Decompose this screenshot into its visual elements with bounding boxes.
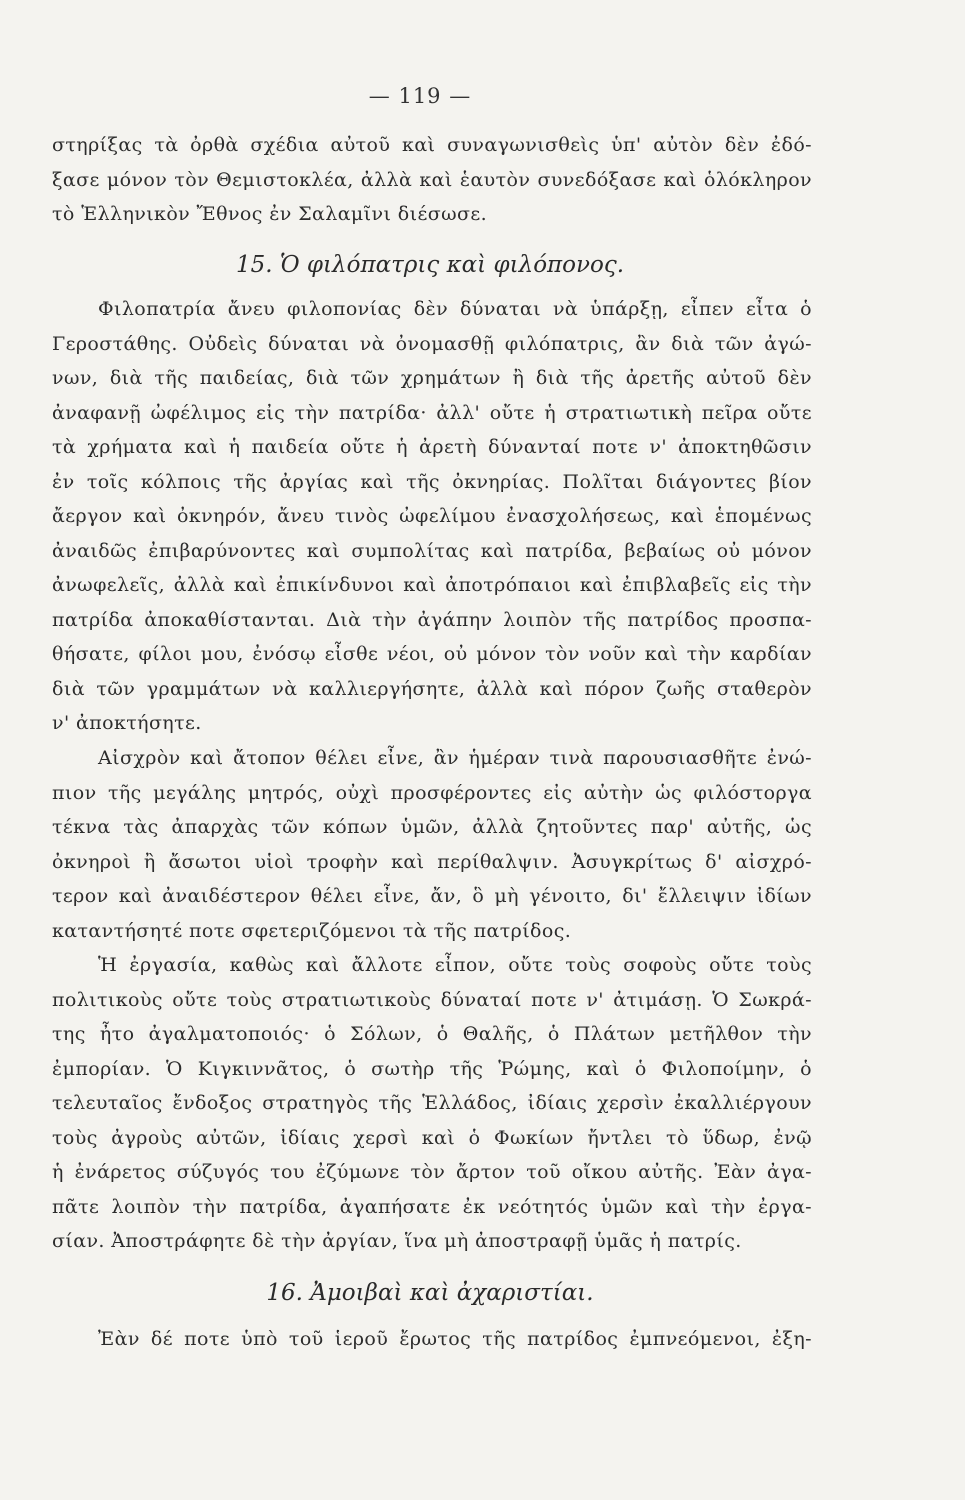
text-line: νων, διὰ τῆς παιδείας, διὰ τῶν χρημάτων ἢ διὰ τῆς ἀρετῆς αὐτοῦ δὲν: [52, 367, 812, 389]
text-line: θήσατε, φίλοι μου, ἐνόσῳ εἶσθε νέοι, οὐ μόνον τὸν νοῦν καὶ τὴν καρδίαν: [52, 643, 812, 665]
text-line: ἄεργον καὶ ὀκνηρόν, ἄνευ τινὸς ὠφελίμου ἐνασχολήσεως, καὶ ἑπομένως: [52, 505, 812, 527]
text-line: ἐμπορίαν. Ὁ Κιγκιννᾶτος, ὁ σωτὴρ τῆς Ῥώμης, καὶ ὁ Φιλοποίμην, ὁ: [52, 1057, 812, 1080]
text-line: ἡ ἐνάρετος σύζυγός του ἐζύμωνε τὸν ἄρτον τοῦ οἴκου αὐτῆς. Ἐὰν ἀγα-: [52, 1161, 812, 1183]
text-line: Φιλοπατρία ἄνευ φιλοπονίας δὲν δύναται νὰ ὑπάρξῃ, εἶπεν εἶτα ὁ: [98, 298, 812, 320]
text-line: πολιτικοὺς οὔτε τοὺς στρατιωτικοὺς δύναταί ποτε ν' ἀτιμάσῃ. Ὁ Σωκρά-: [52, 988, 812, 1011]
text-line: πατρίδα ἀποκαθίστανται. Διὰ τὴν ἀγάπην λοιπὸν τῆς πατρίδος προσπα-: [52, 608, 812, 631]
page-number: — 119 —: [368, 84, 472, 108]
text-line: τέκνα τὰς ἀπαρχὰς τῶν κόπων ὑμῶν, ἀλλὰ ζητοῦντες παρ' αὐτῆς, ὡς: [52, 816, 812, 838]
text-line: στηρίξας τὰ ὀρθὰ σχέδια αὐτοῦ καὶ συναγωνισθεὶς ὑπ' αὐτὸν δὲν ἐδό-: [52, 134, 812, 156]
text-line: τελευταῖος ἔνδοξος στρατηγὸς τῆς Ἑλλάδος, ἰδίαις χερσὶν ἐκαλλιέργουν: [52, 1092, 812, 1114]
section-16-paragraph-1: [52, 1322, 812, 1357]
text-line: ἀναιδῶς ἐπιβαρύνοντες καὶ συμπολίτας καὶ πατρίδα, βεβαίως οὐ μόνον: [52, 539, 812, 562]
text-line: της ἦτο ἀγαλματοποιός· ὁ Σόλων, ὁ Θαλῆς, ὁ Πλάτων μετῆλθον τὴν: [52, 1023, 812, 1045]
section-15-paragraph-1: [52, 292, 812, 741]
text-line: πᾶτε λοιπὸν τὴν πατρίδα, ἀγαπήσατε ἐκ νεότητός ὑμῶν καὶ τὴν ἐργα-: [52, 1195, 812, 1218]
text-line: σίαν. Ἀποστράφητε δὲ τὴν ἀργίαν, ἵνα μὴ ἀποστραφῇ ὑμᾶς ἡ πατρίς.: [52, 1230, 742, 1252]
text-line: τερον καὶ ἀναιδέστερον θέλει εἶνε, ἄν, ὃ μὴ γένοιτο, δι' ἔλλειψιν ἰδίων: [52, 885, 812, 907]
text-line: Αἰσχρὸν καὶ ἄτοπον θέλει εἶνε, ἂν ἡμέραν τινὰ παρουσιασθῆτε ἐνώ-: [98, 747, 812, 769]
text-line: τὰ χρήματα καὶ ἡ παιδεία οὔτε ἡ ἀρετὴ δύνανταί ποτε ν' ἀποκτηθῶσιν: [52, 436, 812, 458]
text-line: πιον τῆς μεγάλης μητρός, οὐχὶ προσφέροντες εἰς αὐτὴν ὡς φιλόστοργα: [52, 781, 812, 804]
section-15-paragraph-2: [52, 741, 812, 948]
text-line: ἐν τοῖς κόλποις τῆς ἀργίας καὶ τῆς ὀκνηρίας. Πολῖται διάγοντες βίον: [52, 470, 812, 493]
text-line: διὰ τῶν γραμμάτων νὰ καλλιεργήσητε, ἀλλὰ καὶ πόρον ζωῆς σταθερὸν: [52, 677, 812, 700]
text-line: ἀνωφελεῖς, ἀλλὰ καὶ ἐπικίνδυνοι καὶ ἀποτρόπαιοι καὶ ἐπιβλαβεῖς εἰς τὴν: [52, 574, 812, 596]
section-15-paragraph-3: [52, 948, 812, 1259]
text-line: ξασε μόνον τὸν Θεμιστοκλέα, ἀλλὰ καὶ ἑαυτὸν συνεδόξασε καὶ ὁλόκληρον: [52, 168, 812, 191]
text-line: ἀναφανῇ ὠφέλιμος εἰς τὴν πατρίδα· ἀλλ' οὔτε ἡ στρατιωτικὴ πεῖρα οὔτε: [52, 401, 812, 424]
text-line: Ἡ ἐργασία, καθὼς καὶ ἄλλοτε εἶπον, οὔτε τοὺς σοφοὺς οὔτε τοὺς: [98, 954, 812, 976]
section-15-heading: 15. Ὁ φιλόπατρις καὶ φιλόπονος.: [235, 252, 625, 278]
text-line: καταντήσητέ ποτε σφετεριζόμενοι τὰ τῆς πατρίδος.: [52, 919, 572, 942]
top-paragraph: [52, 128, 812, 232]
text-line: τὸ Ἑλληνικὸν Ἔθνος ἐν Σαλαμῖνι διέσωσε.: [52, 203, 488, 225]
section-16-heading: 16. Ἀμοιβαὶ καὶ ἀχαριστίαι.: [266, 1280, 594, 1306]
text-line: τοὺς ἀγροὺς αὐτῶν, ἰδίαις χερσὶ καὶ ὁ Φωκίων ἤντλει τὸ ὕδωρ, ἐνῷ: [52, 1126, 812, 1149]
text-line: Γεροστάθης. Οὐδεὶς δύναται νὰ ὀνομασθῇ φιλόπατρις, ἂν διὰ τῶν ἀγώ-: [52, 332, 812, 355]
text-line: ν' ἀποκτήσητε.: [52, 712, 202, 734]
text-line: Ἐὰν δέ ποτε ὑπὸ τοῦ ἱεροῦ ἔρωτος τῆς πατρίδος ἐμπνεόμενοι, ἐξη-: [98, 1328, 812, 1350]
text-line: ὀκνηροὶ ἢ ἄσωτοι υἱοὶ τροφὴν καὶ περίθαλψιν. Ἀσυγκρίτως δ' αἰσχρό-: [52, 850, 812, 873]
